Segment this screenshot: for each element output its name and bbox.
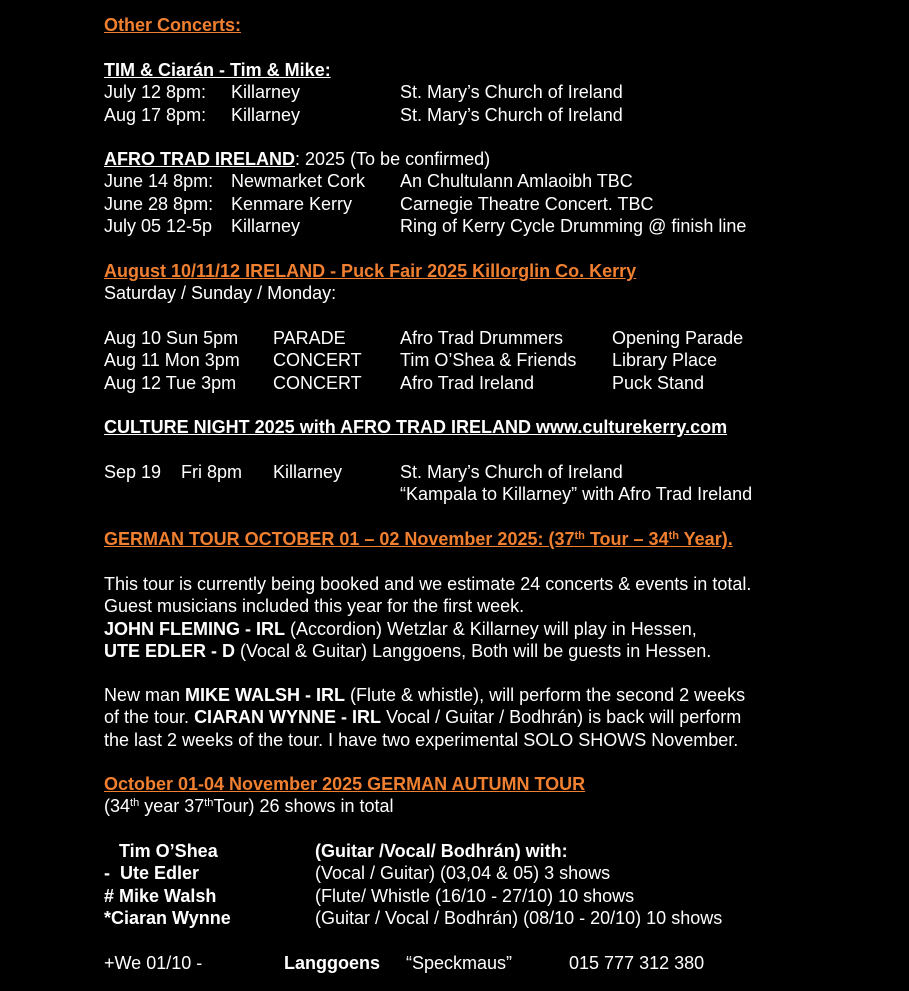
afro-trad-title: AFRO TRAD IRELAND <box>104 149 295 169</box>
text-part: year 37 <box>139 796 205 817</box>
schedule-row <box>104 461 824 483</box>
row-date: Aug 10 Sun 5pm <box>104 328 239 348</box>
text-part: (34 <box>104 796 131 817</box>
row-performer: Afro Trad Ireland <box>400 372 535 393</box>
ordinal-suffix: th <box>668 530 679 542</box>
autumn-tour-subtitle <box>104 795 864 817</box>
show-phone: 015 777 312 380 <box>569 953 705 973</box>
puck-fair-section <box>104 260 824 305</box>
row-venue: Ring of Kerry Cycle Drumming @ finish line <box>400 215 747 236</box>
puck-fair-heading: August 10/11/12 IRELAND - Puck Fair 2025 Killorglin Co. Kerry <box>104 261 637 281</box>
row-venue: St. Mary’s Church of Ireland <box>400 104 623 125</box>
row-date: July 12 8pm: <box>104 82 207 103</box>
row-location: Opening Parade <box>612 328 744 348</box>
member-name: *Ciaran Wynne <box>104 907 231 928</box>
guest-name: UTE EDLER - D <box>104 640 236 661</box>
member-row <box>104 862 864 884</box>
row-date: Aug 17 8pm: <box>104 104 207 125</box>
culture-night-heading: CULTURE NIGHT 2025 with AFRO TRAD IRELAND www.culturekerry.com <box>104 417 728 437</box>
row-date: July 05 12-5p <box>104 215 213 236</box>
guest-detail: (Accordion) Wetzlar & Killarney will play in Hessen, <box>285 618 697 639</box>
autumn-tour-heading: October 01-04 November 2025 GERMAN AUTUMN TOUR <box>104 774 586 794</box>
german-tour-heading <box>104 528 864 550</box>
schedule-row <box>104 193 824 215</box>
row-place: Killarney <box>231 82 301 103</box>
schedule-row <box>104 104 804 126</box>
paragraph-line: This tour is currently being booked and we estimate 24 concerts & events in total. <box>104 574 752 594</box>
puck-fair-subtitle: Saturday / Sunday / Monday: <box>104 283 337 304</box>
row-venue: Carnegie Theatre Concert. TBC <box>400 193 654 214</box>
guest-detail: (Flute & whistle), will perform the second 2 weeks <box>345 685 746 705</box>
paragraph-line <box>104 640 864 662</box>
member-row <box>104 907 864 929</box>
row-location: Puck Stand <box>612 372 705 393</box>
row-venue: St. Mary’s Church of Ireland <box>400 462 623 482</box>
row-date: Aug 12 Tue 3pm <box>104 372 237 393</box>
heading-part: Year). <box>678 529 733 549</box>
tim-ciaran-heading: TIM & Ciarán - Tim & Mike: <box>104 60 331 80</box>
heading-part: Tour – 34 <box>584 529 669 549</box>
ordinal-suffix: th <box>204 797 214 810</box>
schedule-row <box>104 215 824 237</box>
member-role: (Guitar / Vocal / Bodhrán) (08/10 - 20/10) 10 shows <box>315 907 723 928</box>
guest-name: CIARAN WYNNE - IRL <box>194 707 382 728</box>
show-city: Langgoens <box>284 953 381 973</box>
row-day: Fri 8pm <box>181 462 243 482</box>
schedule-row <box>104 483 824 505</box>
afro-trad-title-suffix: : 2025 (To be confirmed) <box>295 149 491 169</box>
other-concerts-heading: Other Concerts: <box>104 15 242 35</box>
schedule-row <box>104 372 824 394</box>
member-row <box>104 885 864 907</box>
heading-part: GERMAN TOUR OCTOBER 01 – 02 November 2025: (37 <box>104 529 575 549</box>
guest-name: JOHN FLEMING - IRL <box>104 618 285 639</box>
row-date: June 14 8pm: <box>104 171 214 192</box>
row-type: CONCERT <box>273 350 362 371</box>
row-date: Sep 19 <box>104 462 162 482</box>
row-place: Killarney <box>231 104 301 125</box>
row-performer: Afro Trad Drummers <box>400 328 564 348</box>
paragraph-line <box>104 684 864 706</box>
row-venue-detail: “Kampala to Killarney” with Afro Trad Ireland <box>400 484 753 505</box>
row-date: Aug 11 Mon 3pm <box>104 350 240 371</box>
member-role: (Flute/ Whistle (16/10 - 27/10) 10 shows <box>315 885 635 906</box>
guest-detail: Vocal / Guitar / Bodhrán) is back will perform <box>381 707 742 728</box>
guest-name: MIKE WALSH - IRL <box>185 685 346 705</box>
row-place: Kenmare Kerry <box>231 193 353 214</box>
german-tour-paragraph-2 <box>104 684 864 751</box>
paragraph-line <box>104 706 864 728</box>
afro-trad-heading <box>104 148 824 170</box>
schedule-row <box>104 349 824 371</box>
row-place: Killarney <box>273 462 343 482</box>
row-venue: St. Mary’s Church of Ireland <box>400 82 623 103</box>
row-type: PARADE <box>273 328 346 348</box>
culture-night-schedule <box>104 461 824 506</box>
puck-fair-schedule <box>104 327 824 394</box>
show-date: +We 01/10 - <box>104 953 203 973</box>
guest-detail: (Vocal & Guitar) Langgoens, Both will be guests in Hessen. <box>235 640 712 661</box>
other-concerts-section <box>104 14 241 36</box>
text-part: Tour) 26 shows in total <box>213 796 394 817</box>
row-date: June 28 8pm: <box>104 193 214 214</box>
tim-ciaran-section <box>104 59 804 126</box>
member-row <box>104 840 864 862</box>
german-tour-paragraph-1 <box>104 573 864 662</box>
member-name: Tim O’Shea <box>104 841 218 861</box>
text-part: of the tour. <box>104 707 195 728</box>
culture-night-section <box>104 416 824 438</box>
schedule-row <box>104 327 824 349</box>
member-name: - Ute Edler <box>104 863 200 884</box>
paragraph-line: Guest musicians included this year for the first week. <box>104 596 525 617</box>
first-show <box>104 952 864 974</box>
row-venue: An Chultulann Amlaoibh TBC <box>400 171 633 192</box>
member-name: # Mike Walsh <box>104 885 217 906</box>
show-venue: “Speckmaus” <box>406 953 513 973</box>
afro-trad-section <box>104 148 824 237</box>
member-role: (Vocal / Guitar) (03,04 & 05) 3 shows <box>315 863 611 884</box>
paragraph-line <box>104 618 864 640</box>
member-role: (Guitar /Vocal/ Bodhrán) with: <box>315 841 568 861</box>
ordinal-suffix: th <box>130 797 140 810</box>
tour-members <box>104 840 864 929</box>
schedule-row <box>104 81 804 103</box>
row-place: Newmarket Cork <box>231 171 366 192</box>
row-performer: Tim O’Shea & Friends <box>400 350 577 371</box>
ordinal-suffix: th <box>574 530 585 542</box>
row-place: Killarney <box>231 215 301 236</box>
german-tour-section <box>104 528 864 550</box>
show-row <box>104 952 864 974</box>
text-part: New man <box>104 685 186 705</box>
row-type: CONCERT <box>273 372 362 393</box>
autumn-tour-section <box>104 773 864 818</box>
row-location: Library Place <box>612 350 718 371</box>
schedule-row <box>104 170 824 192</box>
paragraph-line: the last 2 weeks of the tour. I have two experimental SOLO SHOWS November. <box>104 729 739 750</box>
